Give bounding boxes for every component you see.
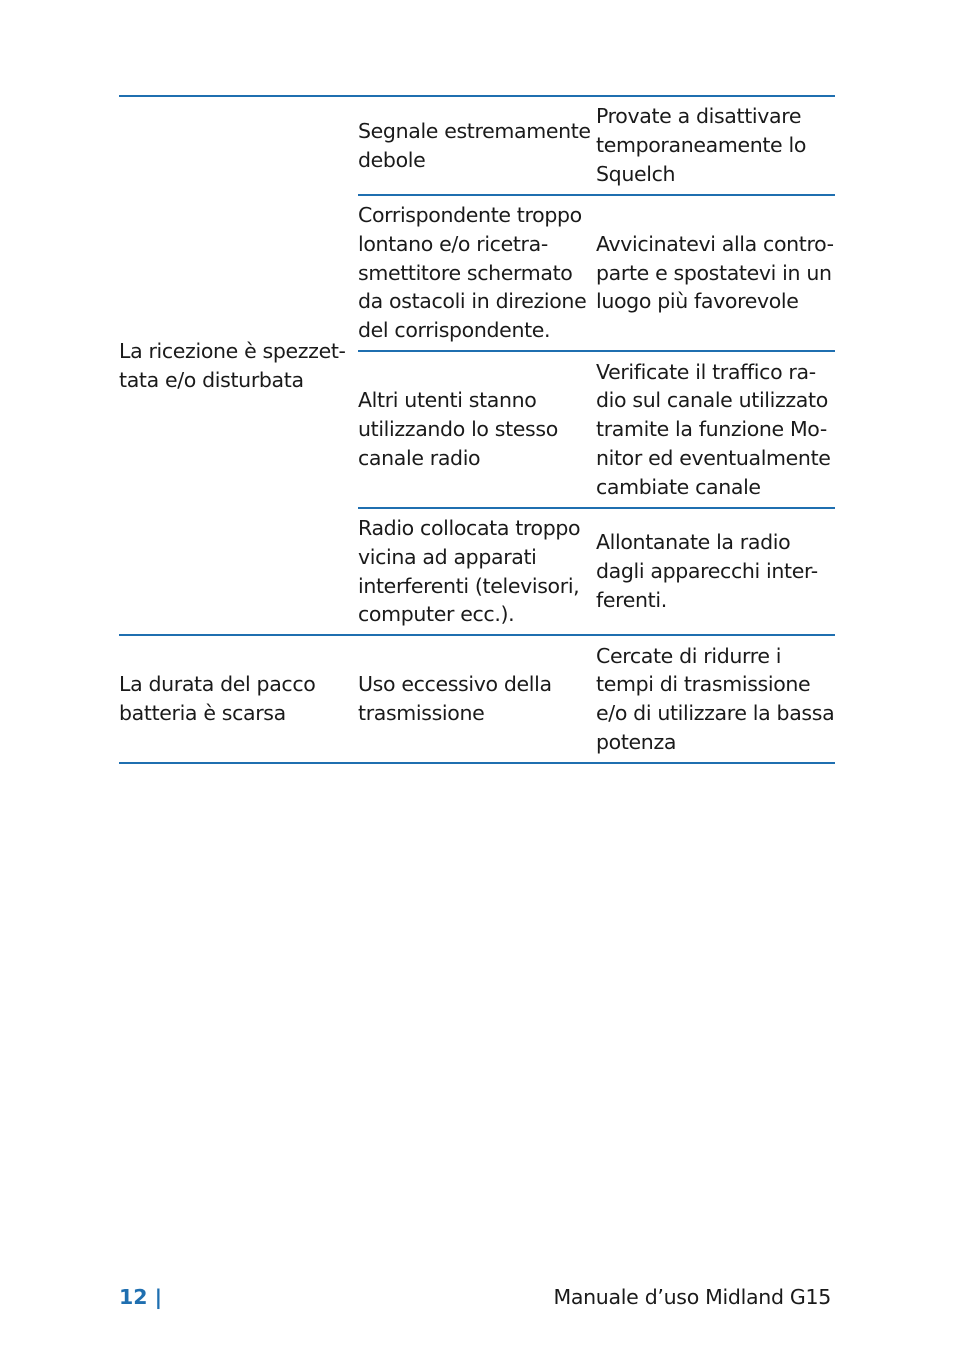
symptom-cell (119, 636, 351, 762)
remedy-cell (596, 636, 836, 762)
manual-title: Manuale d’uso Midland G15 (553, 1285, 831, 1309)
remedy-cell (596, 509, 836, 634)
remedy-text: Avvicinatevi alla contro- parte e spostatevi in un luogo più favorevole (596, 231, 834, 314)
remedy-cell (596, 352, 836, 507)
remedy-text: Provate a disattivare temporaneamente lo Squelch (596, 104, 807, 186)
remedy-cell (596, 196, 836, 350)
cause-text: Uso eccessivo della trasmissione (358, 672, 552, 725)
table-bottom-rule (119, 762, 835, 764)
cause-text: Radio collocata troppo vicina ad apparati interferenti (televisori, computer ecc.). (358, 516, 581, 627)
cause-text: Altri utenti stanno utilizzando lo stesso canale radio (358, 388, 558, 470)
cause-cell (358, 196, 592, 350)
remedy-text: Allontanate la radio dagli apparecchi inter- ferenti. (596, 530, 818, 612)
cause-cell (358, 509, 592, 634)
cause-cell (358, 97, 592, 194)
page-number: 12 | (119, 1285, 163, 1309)
remedy-cell (596, 97, 836, 194)
cause-text: Segnale estremamente debole (358, 118, 591, 172)
symptom-cell (119, 97, 351, 634)
remedy-text: Cercate di ridurre i tempi di trasmissione e/o di utilizzare la bassa potenza (596, 643, 835, 754)
cause-cell (358, 636, 592, 762)
cause-text: Corrispondente troppo lontano e/o ricetra- smettitore schermato da ostacoli in direzione del corrispondente. (358, 203, 587, 343)
symptom-text: La durata del pacco batteria è scarsa (119, 672, 316, 725)
symptom-text: La ricezione è spezzet- tata e/o disturbata (119, 338, 346, 392)
cause-cell (358, 352, 592, 507)
remedy-text: Verificate il traffico ra- dio sul canale utilizzato tramite la funzione Mo- nitor ed eventualmente cambiate canale (596, 359, 831, 499)
